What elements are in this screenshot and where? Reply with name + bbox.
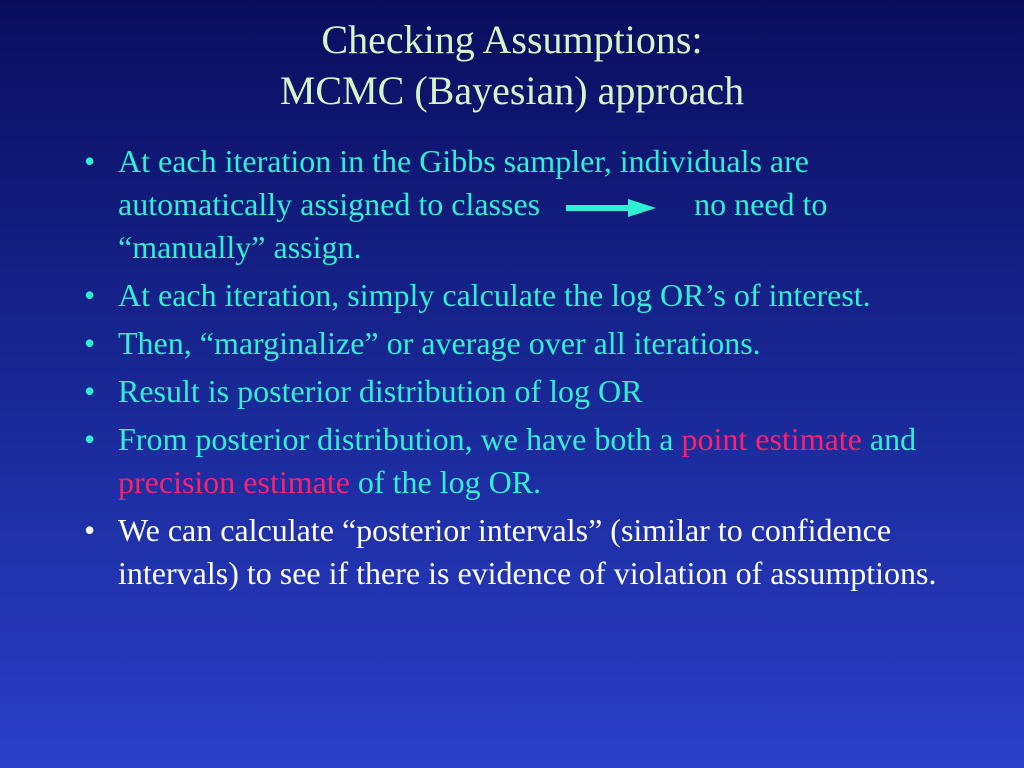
bullet-marker: • — [84, 325, 96, 361]
bullet-marker: • — [84, 143, 96, 179]
bullet-marker: • — [84, 373, 96, 409]
bullet-marker: • — [84, 512, 96, 548]
right-arrow-icon — [566, 196, 656, 220]
title-line-1: Checking Assumptions: — [321, 17, 703, 62]
bullet-marker: • — [84, 421, 96, 457]
slide-title — [0, 14, 1024, 116]
bullet-3-text: Then, “marginalize” or average over all iterations. — [118, 325, 761, 361]
title-line-2: MCMC (Bayesian) approach — [279, 68, 745, 113]
bullet-5-text-seg1: From posterior distribution, we have both a — [118, 421, 682, 457]
bullet-list — [84, 140, 944, 600]
highlight-point-estimate: point estimate — [681, 421, 862, 457]
bullet-1-text-part2: no need to “manually” assign. — [118, 186, 828, 265]
bullet-5-text-seg5: of the log OR. — [349, 464, 542, 500]
bullet-item-5 — [84, 418, 944, 504]
bullet-item-1 — [84, 140, 944, 269]
bullet-marker: • — [84, 277, 96, 313]
bullet-item-4 — [84, 370, 944, 413]
highlight-precision-estimate: precision estimate — [118, 464, 350, 500]
bullet-item-6 — [84, 509, 944, 595]
bullet-item-3 — [84, 322, 944, 365]
bullet-1-text-part1: At each iteration in the Gibbs sampler, individuals are automatically assigned to classes — [118, 143, 809, 222]
bullet-6-text: We can calculate “posterior intervals” (similar to confidence intervals) to see if there is evidence of violation of assumptions. — [118, 512, 937, 591]
bullet-5-text-seg3: and — [861, 421, 917, 457]
bullet-2-text: At each iteration, simply calculate the log OR’s of interest. — [118, 277, 871, 313]
bullet-item-2 — [84, 274, 944, 317]
bullet-4-text: Result is posterior distribution of log OR — [118, 373, 643, 409]
